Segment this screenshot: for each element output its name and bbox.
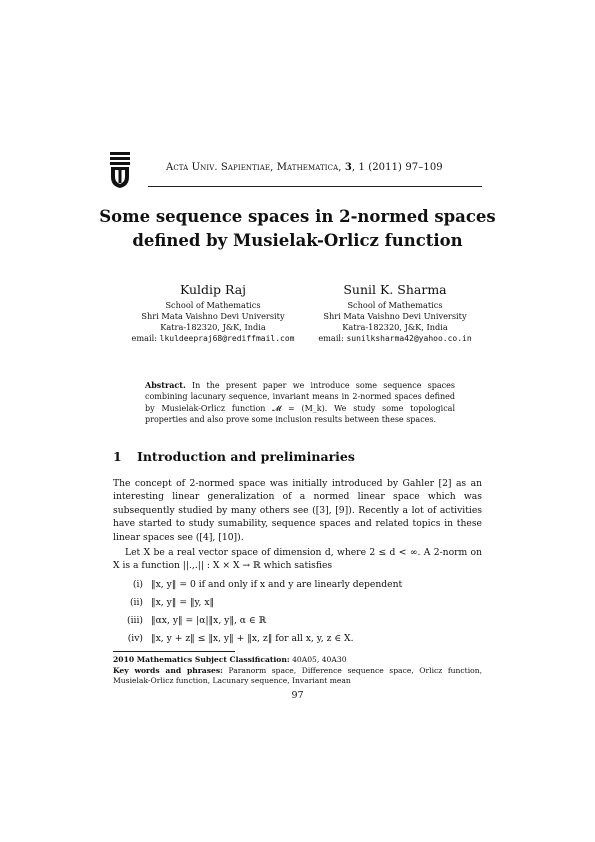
msc-codes: 40A05, 40A30 (292, 655, 347, 664)
author-address: Katra-182320, J&K, India (342, 322, 448, 332)
journal-citation (166, 162, 443, 173)
paper-title (90, 205, 505, 253)
condition-text: ‖x, y‖ = ‖y, x‖ (151, 597, 215, 608)
journal-name: Acta Univ. Sapientiae, Mathematica, (166, 162, 342, 173)
author-name: Sunil K. Sharma (343, 282, 447, 297)
author-name: Kuldip Raj (179, 282, 247, 297)
author-university: Shri Mata Vaishno Devi University (141, 311, 285, 321)
author-address: Katra-182320, J&K, India (160, 322, 266, 332)
author-email[interactable]: lkuldeepraj68@rediffmail.com (159, 334, 295, 343)
condition-text: ‖αx, y‖ = |α|‖x, y‖, α ∈ ℝ (151, 615, 267, 626)
header-rule (148, 186, 482, 187)
author-email[interactable]: sunilksharma42@yahoo.co.in (346, 334, 472, 343)
journal-header (110, 152, 482, 188)
section-number: 1 (113, 449, 122, 464)
condition-label: (ii) (129, 597, 143, 608)
email-label: email: (318, 333, 344, 343)
section-title: Introduction and preliminaries (137, 449, 355, 464)
condition-text: ‖x, y‖ = 0 if and only if x and y are linearly dependent (151, 579, 403, 590)
email-label: email: (131, 333, 158, 343)
author-block-2 (280, 281, 510, 344)
journal-logo-icon (110, 152, 130, 188)
condition-label: (iii) (127, 615, 143, 626)
author-department: School of Mathematics (165, 300, 261, 310)
paragraph-1: The concept of 2-normed space was initially introduced by Gahler [2] as an interesting linear generalization of a normed linear space which was subsequently studied by many others see ([3], [9]). Recently a lot of activities have started to study sumability, sequence spaces and related topics in these linear spaces see ([4], [10]). (113, 478, 482, 543)
keywords: Paranorm space, Difference sequence space, Orlicz function, Musielak-Orlicz function, Lacunary sequence, Invariant mean (113, 665, 483, 686)
title-line-2: defined by Musielak-Orlicz function (132, 231, 463, 250)
author-email-line (280, 333, 510, 344)
condition-item (113, 614, 482, 627)
keywords-label: Key words and phrases: (113, 665, 223, 675)
footnote-rule (113, 651, 235, 652)
journal-volume: 3 (344, 162, 352, 173)
keywords-line (113, 666, 482, 687)
abstract-label: Abstract. (145, 380, 186, 390)
condition-item (113, 632, 482, 645)
abstract-text: In the present paper we introduce some sequence spaces combining lacunary sequence, invariant means in 2-normed spaces defined by Musielak-Orlicz function 𝓜 = (M_k). We study some topological properties and also prove some inclusion results between these spaces. (145, 381, 455, 425)
msc-label: 2010 Mathematics Subject Classification: (113, 655, 290, 664)
abstract (145, 380, 455, 426)
condition-label: (i) (132, 579, 143, 590)
condition-item (113, 596, 482, 609)
msc-line (113, 655, 482, 666)
condition-item (113, 578, 482, 591)
author-department: School of Mathematics (347, 300, 443, 310)
condition-text: ‖x, y + z‖ ≤ ‖x, y‖ + ‖x, z‖ for all x, y, z ∈ X. (151, 633, 354, 644)
page-number: 97 (291, 690, 304, 701)
section-heading (113, 449, 355, 464)
condition-label: (iv) (127, 633, 143, 644)
author-university: Shri Mata Vaishno Devi University (323, 311, 467, 321)
footnote (113, 655, 482, 687)
title-line-1: Some sequence spaces in 2-normed spaces (99, 207, 496, 226)
journal-issue-pages: , 1 (2011) 97–109 (351, 162, 443, 173)
paragraph-2: Let X be a real vector space of dimension d, where 2 ≤ d < ∞. A 2-norm on X is a function ||.,.|| : X × X → ℝ which satisfies (113, 547, 482, 572)
